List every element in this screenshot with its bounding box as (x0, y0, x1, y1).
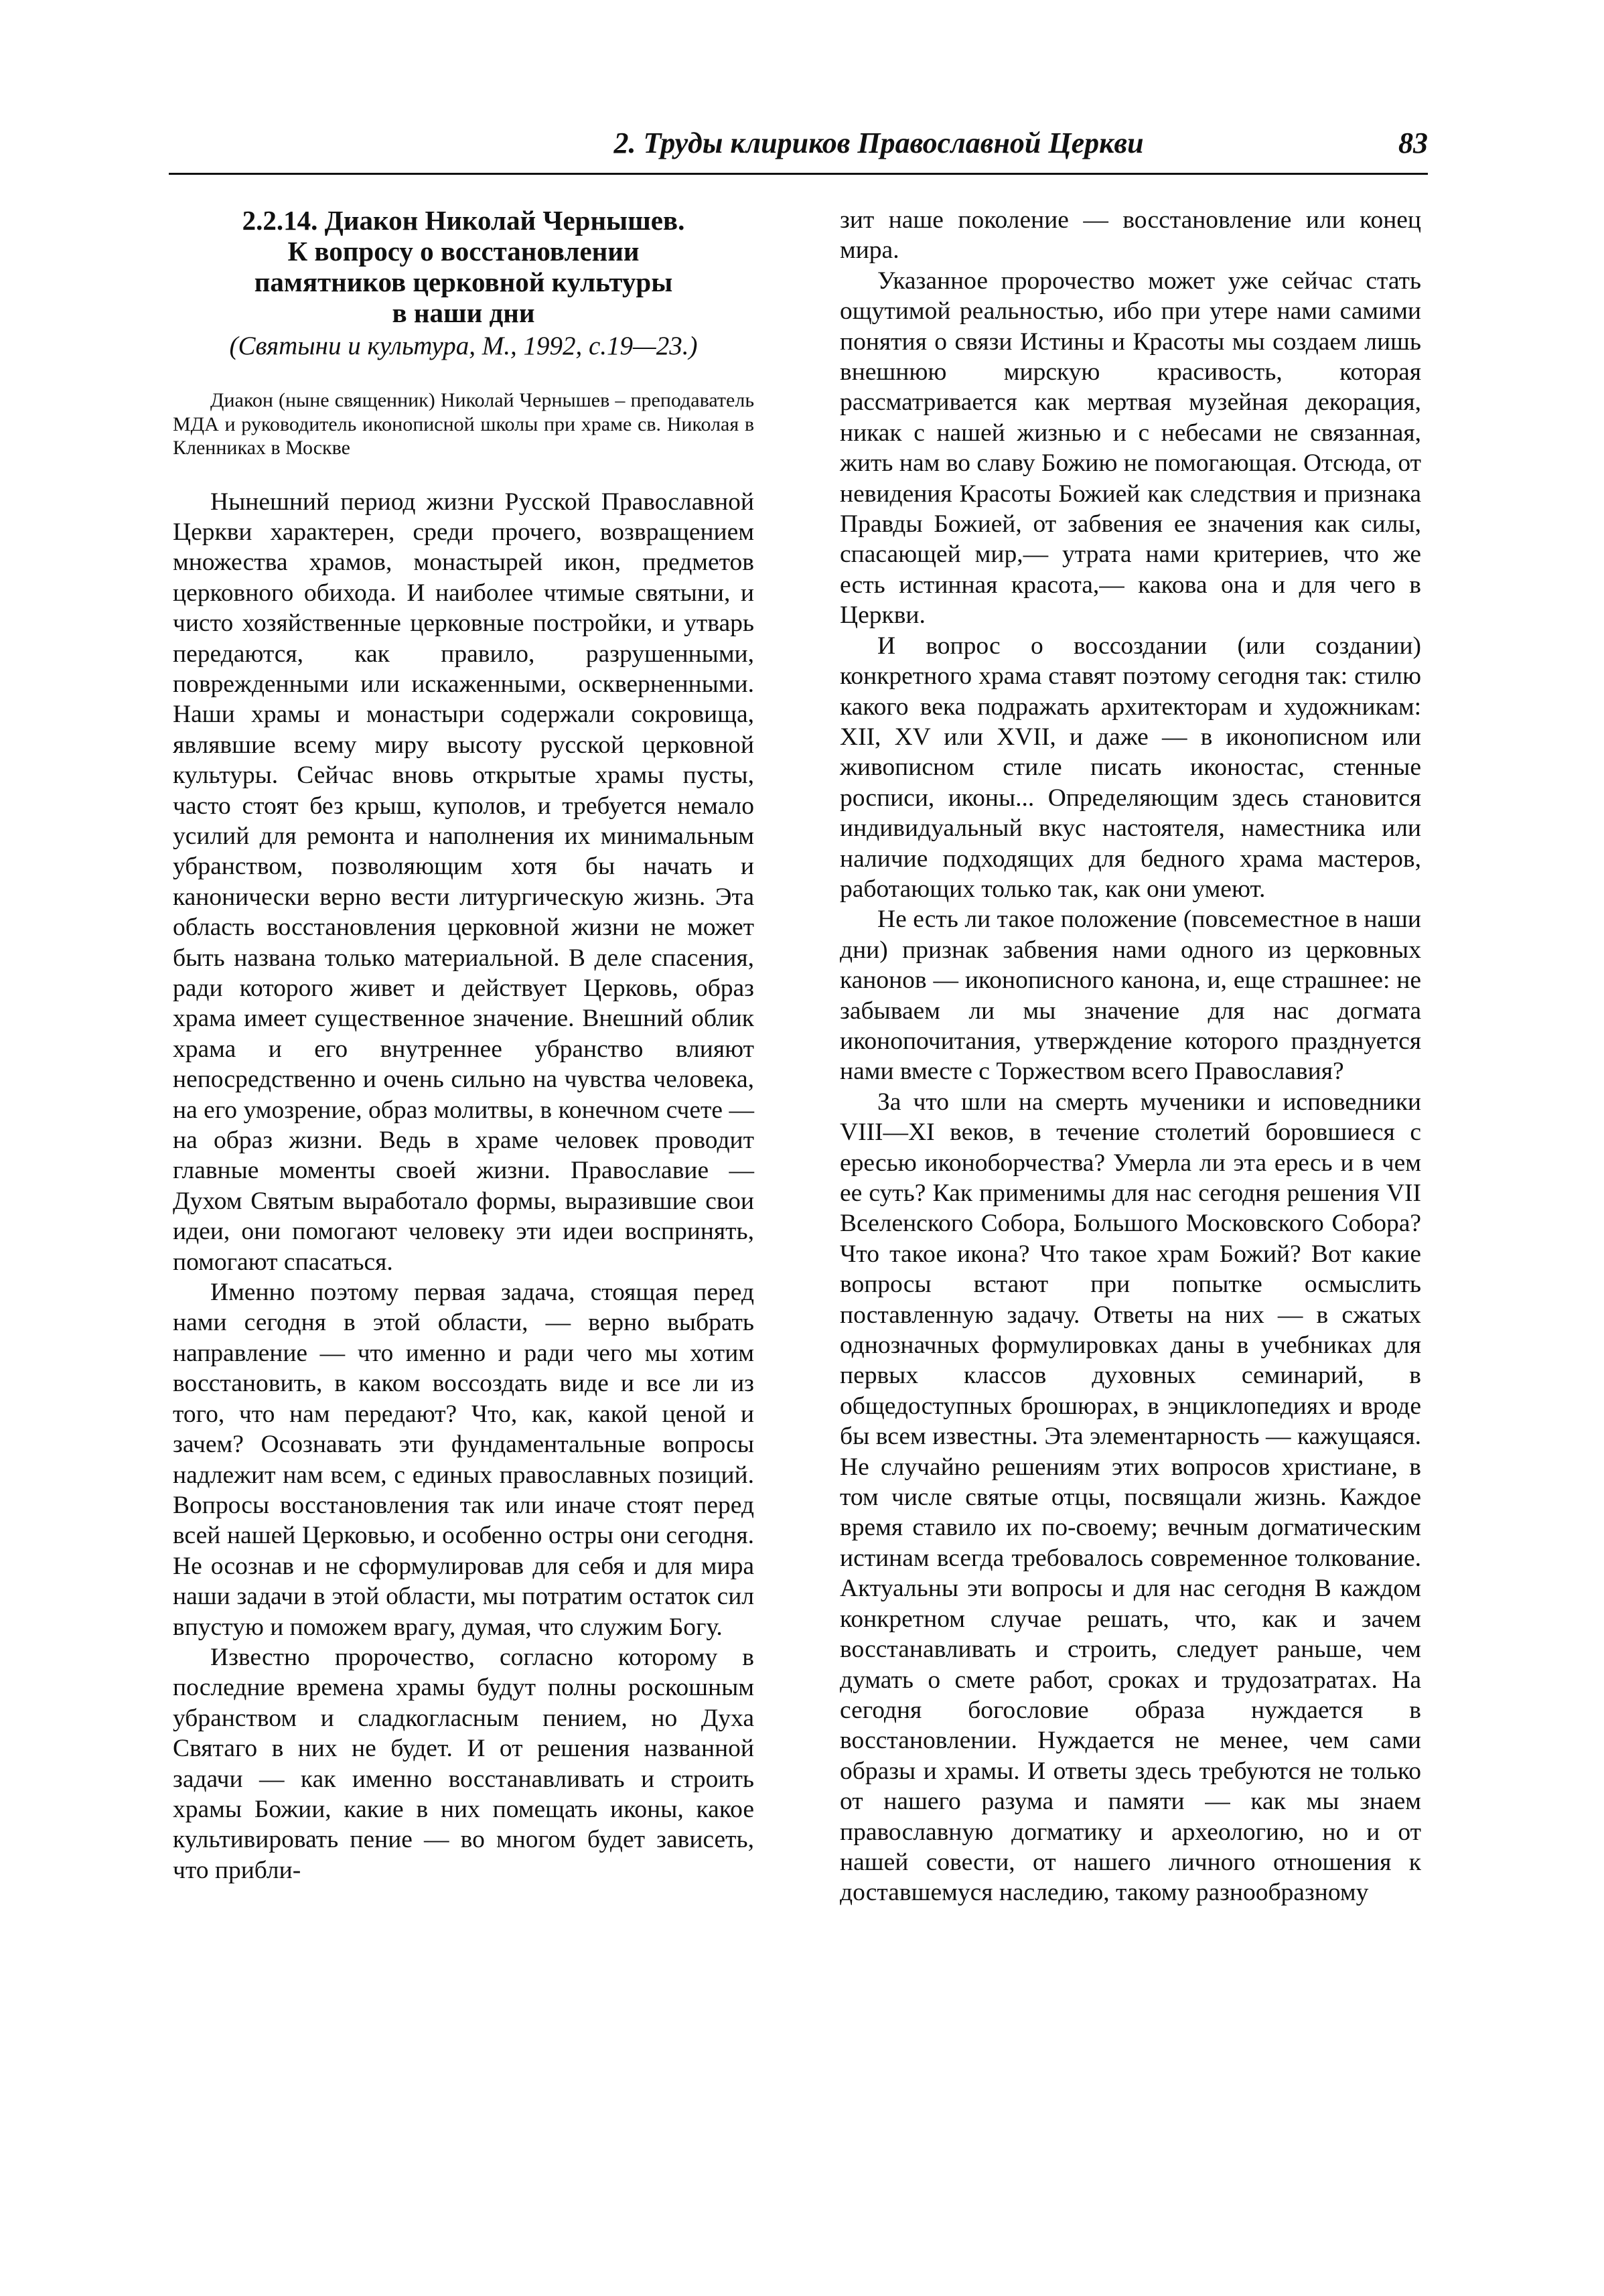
body-paragraph-continuation: зит наше поколение — восстановление или конец мира. (840, 206, 1421, 265)
article-title-line: памятников церковной культуры (254, 267, 673, 297)
running-title: 2. Труды клириков Православной Церкви (613, 127, 1144, 159)
article-title-line: 2.2.14. Диакон Николай Чернышев. (242, 205, 685, 236)
author-note: Диакон (ныне священник) Николай Чернышев – преподаватель МДА и руководитель иконописной школы при храме св. Николая в Кленниках в Москве (173, 389, 754, 459)
body-paragraph: Не есть ли такое положение (повсеместное в наши дни) признак забвения нами одного из церковных канонов — иконописного канона, и, еще страшнее: не забываем ли мы значение для нас догмата иконопочитания, утверждение которого празднуется нами вместе с Торжеством всего Православия? (840, 906, 1421, 1086)
body-paragraph: И вопрос о воссоздании (или создании) конкретного храма ставят поэтому сегодня так: стилю какого века подражать архитекторам и художникам: XII, XV или XVII, и даже — в иконописном или живописном стиле писать иконостас, стенные росписи, иконы... Определяющим здесь становится индивидуальный вкус настоятеля, наместника или наличие подходящих для бедного храма мастеров, работающих только так, как они умеют. (840, 632, 1421, 903)
article-title-line: К вопросу о восстановлении (287, 236, 640, 267)
article-heading (173, 205, 754, 362)
running-header (169, 126, 1428, 173)
header-rule (169, 173, 1428, 175)
left-column (173, 205, 754, 1885)
body-paragraph: Указанное пророчество может уже сейчас стать ощутимой реальностью, ибо при утере нами самими понятия о связи Истины и Красоты мы создаем лишь внешнюю мирскую красивость, которая рассматривается как мертвая музейная декорация, никак с нашей жизнью и с небесами не связанная, жить нам во славу Божию не помогающая. Отсюда, от невидения Красоты Божией как следствия и признака Правды Божией, от забвения ее значения как силы, спасающей мир,— утрата нами критериев, что же есть истинная красота,— какова она и для чего в Церкви. (840, 267, 1421, 630)
body-paragraph: Именно поэтому первая задача, стоящая перед нами сегодня в этой области, — верно выбрать направление — что именно и ради чего мы хотим восстановить, в каком воссоздать виде и все ли из того, что нам передают? Что, как, какой ценой и зачем? Осознавать эти фундаментальные вопросы надлежит нам всем, с единых православных позиций. Вопросы восстановления так или иначе стоят перед всей нашей Церковью, и особенно остры они сегодня. Не осознав и не сформулировав для себя и для мира наши задачи в этой области, мы потратим остаток сил впустую и поможем врагу, думая, что служим Богу. (173, 1279, 754, 1641)
body-paragraph: Известно пророчество, согласно которому в последние времена храмы будут полны роскошным убранством и сладкогласным пением, но Духа Святаго в них не будет. И от решения названной задачи — как именно восстанавливать и строить храмы Божии, какие в них помещать иконы, какое культивировать пение — во многом будет зависеть, что прибли- (173, 1643, 754, 1884)
article-title-line: в наши дни (392, 297, 535, 328)
right-column (840, 205, 1421, 1908)
body-paragraph: Нынешний период жизни Русской Православной Церкви характерен, среди прочего, возвращением множества храмов, монастырей икон, предметов церковного обихода. И наиболее чтимые святыни, и чисто хозяйственные церковные постройки, и утварь передаются, как правило, разрушенными, поврежденными или искаженными, оскверненными. Наши храмы и монастыри содержали сокровища, являвшие всему миру высоту русской церковной культуры. Сейчас вновь открытые храмы пусты, часто стоят без крыш, куполов, и требуется немало усилий для ремонта и наполнения их минимальным убранством, позволяющим хотя бы начать и канонически верно вести литургическую жизнь. Эта область восстановления церковной жизни не может быть названа только материальной. В деле спасения, ради которого живет и действует Церковь, образ храма имеет существенное значение. Внешний облик храма и его внутреннее убранство влияют непосредственно и очень сильно на чувства человека, на его умозрение, образ молитвы, в конечном счете — на образ жизни. Ведь в храме человек проводит главные моменты своей жизни. Православие — Духом Святым выработало формы, выразившие свои идеи, они помогают человеку эти идеи воспринять, помогают спасаться. (173, 488, 754, 1276)
article-title (173, 205, 754, 328)
page-number: 83 (1398, 127, 1428, 159)
body-paragraph: За что шли на смерть мученики и исповедники VIII—XI веков, в течение столетий боровшиеся с ересью иконоборчества? Умерла ли эта ересь и в чем ее суть? Как применимы для нас сегодня решения VII Вселенского Собора, Большого Московского Собора? Что такое икона? Что такое храм Божий? Вот какие вопросы встают при попытке осмыслить поставленную задачу. Ответы на них — в сжатых однозначных формулировках даны в учебниках для первых классов духовных семинарий, в общедоступных брошюрах, в энциклопедиях и вроде бы всем известны. Эта элементарность — кажущаяся. Не случайно решениям этих вопросов христиане, в том числе святые отцы, посвящали жизнь. Каждое время ставило их по-своему; вечным догматическим истинам всегда требовалось современное толкование. Актуальны эти вопросы и для нас сегодня В каждом конкретном случае решать, что, как и зачем восстанавливать и строить, следует раньше, чем думать о смете работ, сроках и трудозатратах. На сегодня богословие образа нуждается в восстановлении. Нуждается не менее, чем сами образы и храмы. И ответы здесь требуются не только от нашего разума и памяти — как мы знаем православную догматику и археологию, но и от нашей совести, от нашего личного отношения к доставшемуся наследию, такому разнообразному (840, 1088, 1421, 1907)
article-source: (Святыни и культура, М., 1992, с.19—23.) (229, 332, 698, 360)
